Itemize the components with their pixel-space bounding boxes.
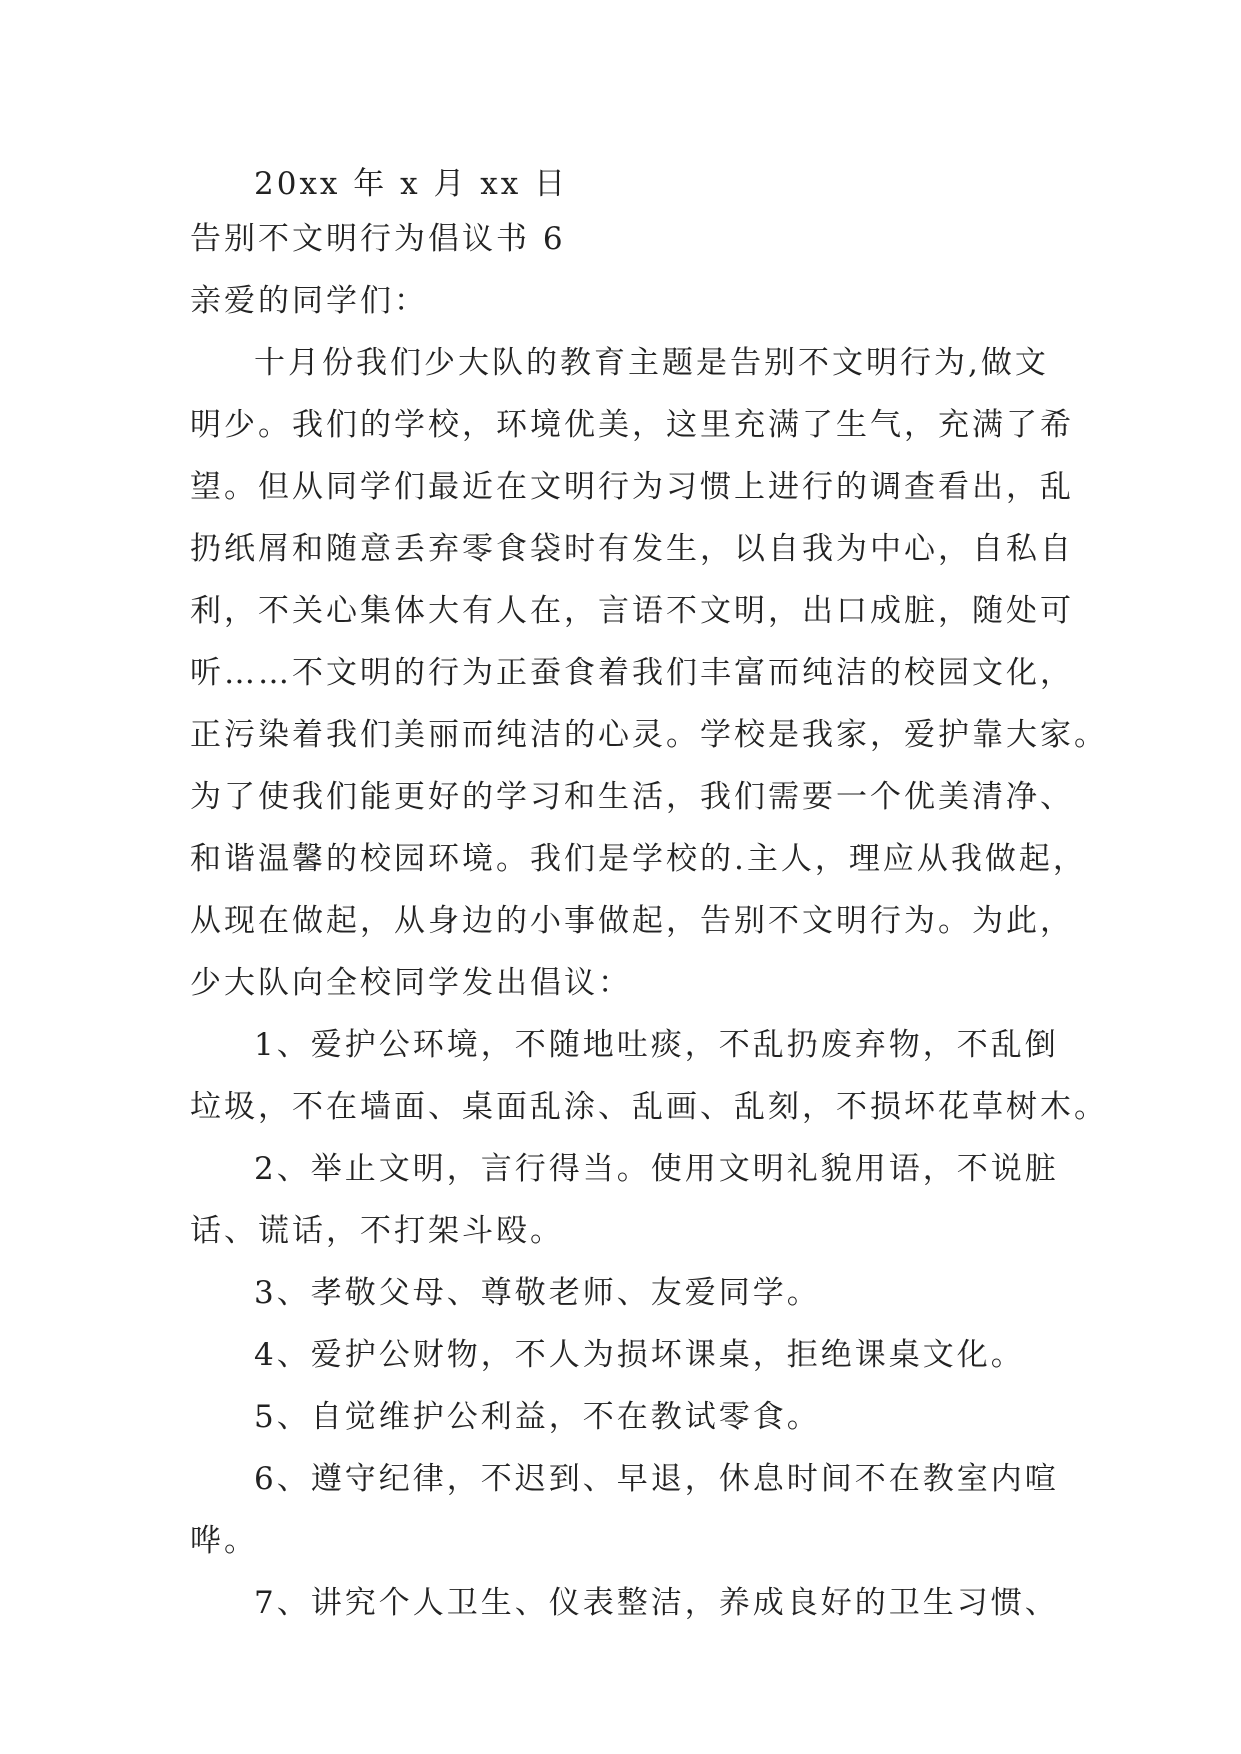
list-item-3: 3、孝敬父母、尊敬老师、友爱同学。 [254,1275,821,1311]
list-item-5: 5、自觉维护公利益，不在教试零食。 [254,1399,821,1435]
list-item-7: 7、讲究个人卫生、仪表整洁，养成良好的卫生习惯、 [254,1585,1059,1621]
list-item-2: 2、举止文明，言行得当。使用文明礼貌用语，不说脏 [254,1151,1059,1187]
list-item-1-continued: 垃圾，不在墙面、桌面乱涂、乱画、乱刻，不损坏花草树木。 [190,1089,1108,1125]
date-line: 20xx 年 x 月 xx 日 [254,166,569,202]
list-item-6: 6、遵守纪律，不迟到、早退，休息时间不在教室内喧 [254,1461,1059,1497]
salutation: 亲爱的同学们： [190,283,428,319]
paragraph-line: 从现在做起，从身边的小事做起，告别不文明行为。为此， [190,903,1074,939]
paragraph-line: 正污染着我们美丽而纯洁的心灵。学校是我家，爱护靠大家。 [190,717,1108,753]
paragraph-line: 听……不文明的行为正蚕食着我们丰富而纯洁的校园文化， [190,655,1074,691]
list-item-6-continued: 哗。 [190,1523,258,1559]
document-title: 告别不文明行为倡议书 6 [190,221,566,257]
paragraph-line: 为了使我们能更好的学习和生活，我们需要一个优美清净、 [190,779,1074,815]
list-item-4: 4、爱护公财物，不人为损坏课桌，拒绝课桌文化。 [254,1337,1025,1373]
paragraph-line: 十月份我们少大队的教育主题是告别不文明行为,做文 [254,345,1049,381]
document-page [190,160,1108,1634]
paragraph-line: 望。但从同学们最近在文明行为习惯上进行的调查看出，乱 [190,469,1074,505]
list-item-1: 1、爱护公环境，不随地吐痰，不乱扔废弃物，不乱倒 [254,1027,1059,1063]
paragraph-line: 扔纸屑和随意丢弃零食袋时有发生，以自我为中心，自私自 [190,531,1074,567]
list-item-2-continued: 话、谎话，不打架斗殴。 [190,1213,564,1249]
paragraph-line: 和谐温馨的校园环境。我们是学校的.主人，理应从我做起， [190,841,1087,877]
paragraph-line: 少大队向全校同学发出倡议： [190,965,632,1001]
paragraph-line: 明少。我们的学校，环境优美，这里充满了生气，充满了希 [190,407,1074,443]
paragraph-line: 利，不关心集体大有人在，言语不文明，出口成脏，随处可 [190,593,1074,629]
